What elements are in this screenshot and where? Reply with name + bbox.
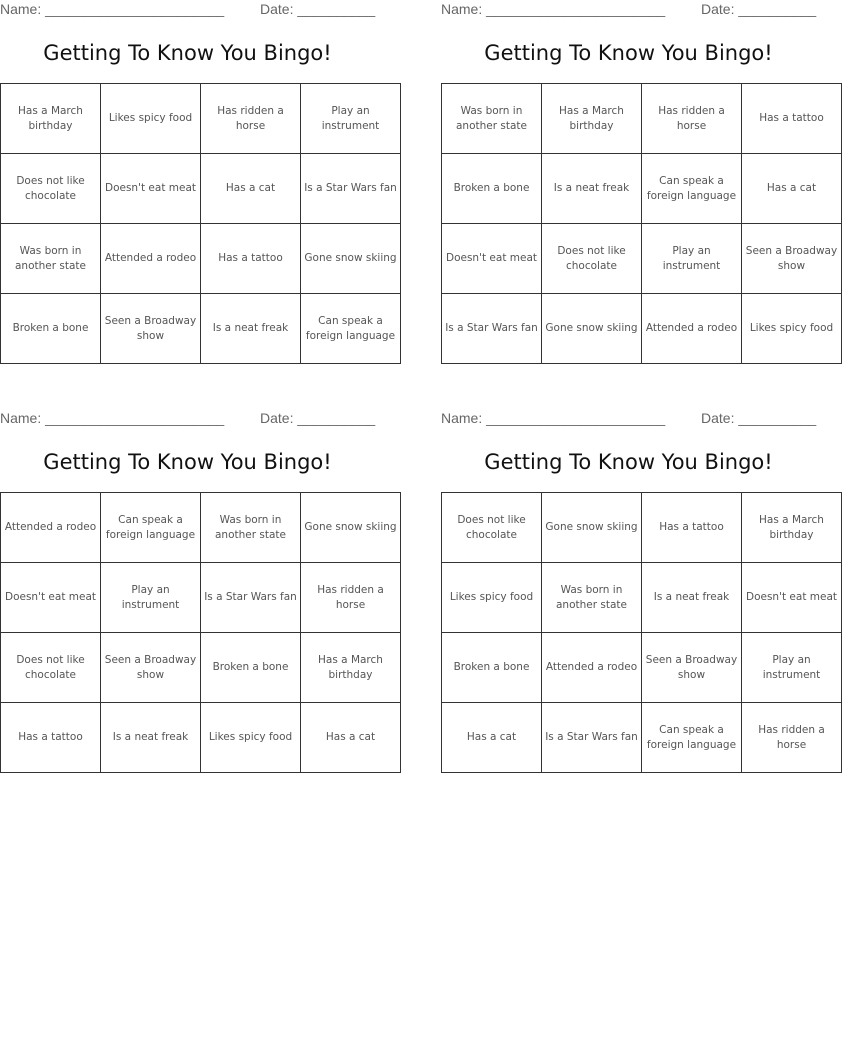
bingo-cell: Doesn't eat meat	[1, 563, 101, 633]
bingo-cell: Does not like chocolate	[1, 633, 101, 703]
bingo-row	[442, 633, 842, 703]
bingo-cell: Was born in another state	[442, 84, 542, 154]
bingo-cell: Is a neat freak	[201, 294, 301, 364]
bingo-row	[1, 563, 401, 633]
name-field: Name: _______________________	[0, 410, 225, 426]
bingo-cell: Can speak a foreign language	[642, 154, 742, 224]
bingo-cell: Does not like chocolate	[442, 493, 542, 563]
bingo-cell: Gone snow skiing	[542, 493, 642, 563]
bingo-row	[1, 84, 401, 154]
bingo-cell: Has a cat	[742, 154, 842, 224]
bingo-cell: Broken a bone	[442, 633, 542, 703]
bingo-cell: Play an instrument	[301, 84, 401, 154]
bingo-cell: Has a tattoo	[1, 703, 101, 773]
bingo-cell: Is a Star Wars fan	[301, 154, 401, 224]
bingo-cell: Has a tattoo	[201, 224, 301, 294]
bingo-cell: Attended a rodeo	[101, 224, 201, 294]
bingo-cell: Has ridden a horse	[301, 563, 401, 633]
bingo-cell: Gone snow skiing	[301, 493, 401, 563]
bingo-cell: Is a Star Wars fan	[442, 294, 542, 364]
bingo-row	[442, 493, 842, 563]
bingo-grid	[0, 492, 401, 773]
bingo-row	[442, 563, 842, 633]
bingo-cell: Has a March birthday	[301, 633, 401, 703]
bingo-cell: Gone snow skiing	[301, 224, 401, 294]
bingo-cell: Has a tattoo	[742, 84, 842, 154]
date-field: Date: __________	[260, 1, 376, 17]
bingo-cell: Play an instrument	[101, 563, 201, 633]
bingo-cell: Is a Star Wars fan	[542, 703, 642, 773]
date-field: Date: __________	[701, 1, 817, 17]
bingo-row	[442, 154, 842, 224]
bingo-cell: Does not like chocolate	[542, 224, 642, 294]
bingo-cell: Broken a bone	[201, 633, 301, 703]
name-field: Name: _______________________	[441, 1, 666, 17]
name-field: Name: _______________________	[441, 410, 666, 426]
bingo-grid	[441, 492, 842, 773]
bingo-cell: Play an instrument	[742, 633, 842, 703]
bingo-cell: Has a cat	[301, 703, 401, 773]
bingo-cell: Has a March birthday	[742, 493, 842, 563]
bingo-title: Getting To Know You Bingo!	[484, 41, 773, 65]
bingo-cell: Attended a rodeo	[1, 493, 101, 563]
bingo-cell: Was born in another state	[1, 224, 101, 294]
bingo-row	[442, 703, 842, 773]
bingo-cell: Is a Star Wars fan	[201, 563, 301, 633]
bingo-cell: Likes spicy food	[442, 563, 542, 633]
bingo-cell: Has ridden a horse	[742, 703, 842, 773]
bingo-cell: Doesn't eat meat	[442, 224, 542, 294]
bingo-row	[1, 154, 401, 224]
bingo-grid	[441, 83, 842, 364]
bingo-cell: Has a cat	[442, 703, 542, 773]
bingo-cell: Seen a Broadway show	[101, 294, 201, 364]
date-field: Date: __________	[701, 410, 817, 426]
date-field: Date: __________	[260, 410, 376, 426]
bingo-cell: Seen a Broadway show	[742, 224, 842, 294]
name-date-header	[441, 0, 816, 20]
bingo-cell: Can speak a foreign language	[301, 294, 401, 364]
bingo-cell: Can speak a foreign language	[642, 703, 742, 773]
bingo-title: Getting To Know You Bingo!	[484, 450, 773, 474]
bingo-cell: Likes spicy food	[101, 84, 201, 154]
bingo-cell: Is a neat freak	[542, 154, 642, 224]
bingo-cell: Broken a bone	[442, 154, 542, 224]
bingo-row	[442, 84, 842, 154]
bingo-grid	[0, 83, 401, 364]
bingo-row	[1, 493, 401, 563]
bingo-cell: Is a neat freak	[642, 563, 742, 633]
name-date-header	[441, 409, 816, 429]
bingo-cell: Has ridden a horse	[201, 84, 301, 154]
bingo-row	[1, 633, 401, 703]
bingo-cell: Likes spicy food	[742, 294, 842, 364]
bingo-title: Getting To Know You Bingo!	[43, 450, 332, 474]
bingo-cell: Gone snow skiing	[542, 294, 642, 364]
bingo-cell: Doesn't eat meat	[742, 563, 842, 633]
bingo-cell: Attended a rodeo	[642, 294, 742, 364]
name-date-header	[0, 0, 375, 20]
bingo-row	[442, 294, 842, 364]
bingo-cell: Has a tattoo	[642, 493, 742, 563]
bingo-cell: Has a March birthday	[542, 84, 642, 154]
bingo-cell: Has a cat	[201, 154, 301, 224]
bingo-cell: Has a March birthday	[1, 84, 101, 154]
bingo-cell: Was born in another state	[542, 563, 642, 633]
bingo-cell: Broken a bone	[1, 294, 101, 364]
name-field: Name: _______________________	[0, 1, 225, 17]
bingo-cell: Does not like chocolate	[1, 154, 101, 224]
bingo-cell: Was born in another state	[201, 493, 301, 563]
bingo-cell: Likes spicy food	[201, 703, 301, 773]
bingo-cell: Play an instrument	[642, 224, 742, 294]
bingo-cell: Seen a Broadway show	[101, 633, 201, 703]
bingo-cell: Is a neat freak	[101, 703, 201, 773]
bingo-cell: Seen a Broadway show	[642, 633, 742, 703]
bingo-cell: Attended a rodeo	[542, 633, 642, 703]
bingo-row	[1, 294, 401, 364]
bingo-title: Getting To Know You Bingo!	[43, 41, 332, 65]
bingo-cell: Can speak a foreign language	[101, 493, 201, 563]
bingo-cell: Doesn't eat meat	[101, 154, 201, 224]
bingo-row	[1, 224, 401, 294]
name-date-header	[0, 409, 375, 429]
bingo-row	[442, 224, 842, 294]
bingo-cell: Has ridden a horse	[642, 84, 742, 154]
bingo-row	[1, 703, 401, 773]
